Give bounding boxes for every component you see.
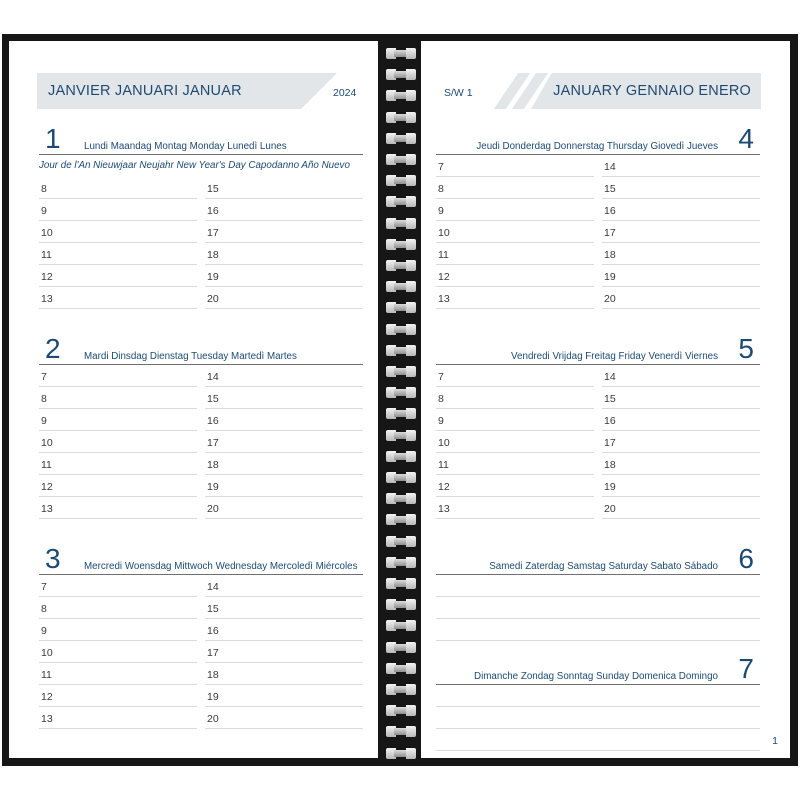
hour-label: 10 [41, 227, 53, 239]
hour-slot[interactable] [205, 663, 363, 685]
hour-slot[interactable] [602, 221, 760, 243]
hour-label: 15 [207, 393, 219, 405]
day-number: 7 [738, 653, 754, 684]
spiral-ring [386, 684, 416, 695]
spiral-ring [386, 196, 416, 207]
spiral-ring [386, 578, 416, 589]
hour-label: 16 [604, 205, 616, 217]
hour-slot[interactable] [205, 575, 363, 597]
spiral-ring [386, 324, 416, 335]
hour-label: 15 [604, 183, 616, 195]
hour-slot[interactable] [39, 221, 197, 243]
hour-label: 15 [604, 393, 616, 405]
hour-label: 18 [207, 249, 219, 261]
hour-slot[interactable] [39, 641, 197, 663]
hour-slot[interactable] [602, 287, 760, 309]
hour-slot[interactable] [205, 597, 363, 619]
hour-label: 15 [207, 183, 219, 195]
hour-label: 20 [604, 293, 616, 305]
spiral-ring [386, 705, 416, 716]
hour-label: 13 [41, 713, 53, 725]
hour-label: 13 [438, 293, 450, 305]
hour-slot[interactable] [39, 619, 197, 641]
hour-slot[interactable] [205, 453, 363, 475]
hour-slot[interactable] [39, 707, 197, 729]
spiral-ring [386, 260, 416, 271]
hour-slot[interactable] [602, 177, 760, 199]
hour-label: 7 [438, 371, 444, 383]
hour-slot[interactable] [39, 387, 197, 409]
day-number: 6 [738, 543, 754, 574]
hour-label: 10 [438, 227, 450, 239]
hour-slot[interactable] [39, 265, 197, 287]
hour-label: 10 [438, 437, 450, 449]
hour-slot[interactable] [602, 453, 760, 475]
hour-slot[interactable] [436, 265, 594, 287]
hour-column-afternoon [205, 177, 363, 309]
spiral-ring [386, 239, 416, 250]
spiral-ring [386, 154, 416, 165]
day-names: Vendredi Vrijdag Freitag Friday Venerdì Viernes [511, 351, 718, 362]
spiral-ring [386, 90, 416, 101]
hour-slot[interactable] [436, 287, 594, 309]
hour-slot[interactable] [602, 497, 760, 519]
hour-label: 9 [41, 415, 47, 427]
hour-slot[interactable] [39, 243, 197, 265]
hour-slot[interactable] [436, 431, 594, 453]
hour-slot[interactable] [436, 243, 594, 265]
spiral-ring [386, 345, 416, 356]
hour-slot[interactable] [39, 663, 197, 685]
hour-slot[interactable] [39, 475, 197, 497]
hour-slot[interactable] [205, 243, 363, 265]
hour-label: 10 [41, 437, 53, 449]
day-names: Lundi Maandag Montag Monday Lunedì Lunes [84, 141, 287, 152]
hour-label: 11 [41, 249, 52, 261]
hour-label: 14 [604, 161, 616, 173]
spiral-ring [386, 281, 416, 292]
hour-label: 17 [604, 227, 616, 239]
hour-column-afternoon [205, 575, 363, 729]
hour-label: 11 [438, 459, 449, 471]
spiral-ring [386, 69, 416, 80]
hour-slot[interactable] [436, 221, 594, 243]
day-number: 4 [738, 123, 754, 154]
hour-label: 19 [604, 271, 616, 283]
hour-label: 14 [604, 371, 616, 383]
spiral-ring [386, 218, 416, 229]
hour-label: 7 [438, 161, 444, 173]
spiral-ring [386, 112, 416, 123]
hour-slot[interactable] [39, 177, 197, 199]
hour-label: 7 [41, 371, 47, 383]
spiral-ring [386, 302, 416, 313]
hour-slot[interactable] [205, 431, 363, 453]
hour-slot[interactable] [602, 409, 760, 431]
hour-slot[interactable] [436, 177, 594, 199]
hour-label: 12 [41, 691, 53, 703]
month-title: JANUARY GENNAIO ENERO [553, 83, 751, 99]
hour-label: 16 [604, 415, 616, 427]
hour-label: 11 [438, 249, 449, 261]
hour-slot[interactable] [602, 243, 760, 265]
hour-slot[interactable] [39, 199, 197, 221]
hour-slot[interactable] [602, 155, 760, 177]
hour-slot[interactable] [205, 221, 363, 243]
hour-label: 19 [207, 271, 219, 283]
spiral-ring [386, 175, 416, 186]
page-number: 1 [772, 735, 778, 747]
day-names: Mercredi Woensdag Mittwoch Wednesday Mercoledì Miércoles [84, 561, 358, 572]
hour-label: 14 [207, 371, 219, 383]
hour-slot[interactable] [602, 365, 760, 387]
spiral-ring [386, 599, 416, 610]
day-number: 3 [45, 543, 61, 574]
hour-label: 18 [604, 249, 616, 261]
hour-label: 9 [438, 205, 444, 217]
hour-label: 19 [207, 481, 219, 493]
hour-label: 7 [41, 581, 47, 593]
hour-column-morning [39, 177, 197, 309]
day-names: Dimanche Zondag Sonntag Sunday Domenica Domingo [474, 671, 718, 682]
hour-slot[interactable] [205, 365, 363, 387]
day-rule [39, 154, 363, 155]
hour-slot[interactable] [205, 387, 363, 409]
hour-label: 8 [41, 393, 47, 405]
hour-label: 14 [207, 581, 219, 593]
spiral-ring [386, 726, 416, 737]
hour-slot[interactable] [602, 431, 760, 453]
spiral-ring [386, 366, 416, 377]
spiral-ring [386, 387, 416, 398]
hour-label: 20 [604, 503, 616, 515]
hour-slot[interactable] [436, 387, 594, 409]
spiral-ring [386, 408, 416, 419]
day-number: 5 [738, 333, 754, 364]
spiral-ring [386, 48, 416, 59]
hour-label: 12 [41, 481, 53, 493]
hour-slot[interactable] [602, 265, 760, 287]
hour-label: 20 [207, 293, 219, 305]
hour-slot[interactable] [205, 707, 363, 729]
hour-label: 18 [207, 669, 219, 681]
hour-label: 9 [438, 415, 444, 427]
hour-column-morning [39, 575, 197, 729]
hour-label: 15 [207, 603, 219, 615]
hour-label: 17 [604, 437, 616, 449]
hour-slot[interactable] [39, 597, 197, 619]
day-names: Mardi Dinsdag Dienstag Tuesday Martedì Martes [84, 351, 297, 362]
hour-slot[interactable] [436, 365, 594, 387]
hour-slot[interactable] [39, 409, 197, 431]
hour-label: 8 [438, 393, 444, 405]
note-lines [436, 685, 760, 751]
hour-slot[interactable] [436, 199, 594, 221]
hour-column-afternoon [602, 365, 760, 519]
hour-slot[interactable] [205, 497, 363, 519]
hour-label: 13 [438, 503, 450, 515]
hour-column-afternoon [602, 155, 760, 309]
spiral-ring [386, 430, 416, 441]
spiral-ring [386, 493, 416, 504]
left-page [9, 41, 378, 758]
hour-slot[interactable] [436, 475, 594, 497]
month-title: JANVIER JANUARI JANUAR [48, 83, 242, 99]
hour-label: 16 [207, 415, 219, 427]
spiral-ring [386, 133, 416, 144]
hour-slot[interactable] [602, 199, 760, 221]
hour-column-afternoon [205, 365, 363, 519]
spiral-ring [386, 451, 416, 462]
hour-slot[interactable] [39, 453, 197, 475]
spiral-ring [386, 663, 416, 674]
hour-slot[interactable] [205, 475, 363, 497]
spiral-ring [386, 620, 416, 631]
hour-slot[interactable] [436, 453, 594, 475]
hour-slot[interactable] [436, 497, 594, 519]
hour-slot[interactable] [205, 619, 363, 641]
spiral-ring [386, 472, 416, 483]
hour-label: 8 [41, 603, 47, 615]
hour-slot[interactable] [39, 431, 197, 453]
hour-label: 16 [207, 625, 219, 637]
hour-label: 8 [438, 183, 444, 195]
hour-label: 17 [207, 437, 219, 449]
hour-label: 12 [438, 481, 450, 493]
hour-slot[interactable] [205, 177, 363, 199]
hour-label: 10 [41, 647, 53, 659]
hour-label: 20 [207, 713, 219, 725]
hour-label: 11 [41, 669, 52, 681]
hour-slot[interactable] [39, 287, 197, 309]
hour-slot[interactable] [205, 265, 363, 287]
hour-label: 16 [207, 205, 219, 217]
hour-slot[interactable] [39, 497, 197, 519]
hour-label: 18 [604, 459, 616, 471]
hour-column-morning [436, 365, 594, 519]
spiral-ring [386, 536, 416, 547]
hour-column-morning [39, 365, 197, 519]
right-page [421, 41, 790, 758]
spiral-ring [386, 748, 416, 759]
hour-label: 11 [41, 459, 52, 471]
hour-label: 12 [438, 271, 450, 283]
hour-label: 9 [41, 625, 47, 637]
hour-label: 17 [207, 647, 219, 659]
day-names: Samedi Zaterdag Samstag Saturday Sabato Sábado [489, 561, 718, 572]
hour-slot[interactable] [205, 409, 363, 431]
hour-slot[interactable] [205, 199, 363, 221]
hour-label: 18 [207, 459, 219, 471]
holiday-label: Jour de l'An Nieuwjaar Neujahr New Year's Day Capodanno Año Nuevo [39, 160, 350, 171]
day-number: 1 [45, 123, 61, 154]
note-lines [436, 575, 760, 641]
hour-slot[interactable] [436, 155, 594, 177]
hour-label: 19 [207, 691, 219, 703]
hour-label: 13 [41, 503, 53, 515]
year-label: 2024 [333, 87, 357, 99]
hour-label: 17 [207, 227, 219, 239]
day-names: Jeudi Donderdag Donnerstag Thursday Giovedì Jueves [476, 141, 718, 152]
hour-slot[interactable] [205, 287, 363, 309]
spiral-ring [386, 514, 416, 525]
hour-label: 19 [604, 481, 616, 493]
hour-label: 9 [41, 205, 47, 217]
hour-slot[interactable] [436, 409, 594, 431]
hour-slot[interactable] [602, 387, 760, 409]
hour-slot[interactable] [39, 575, 197, 597]
hour-label: 13 [41, 293, 53, 305]
hour-label: 12 [41, 271, 53, 283]
hour-label: 8 [41, 183, 47, 195]
hour-slot[interactable] [205, 641, 363, 663]
hour-slot[interactable] [602, 475, 760, 497]
hour-column-morning [436, 155, 594, 309]
spiral-ring [386, 557, 416, 568]
hour-slot[interactable] [205, 685, 363, 707]
hour-slot[interactable] [39, 365, 197, 387]
day-number: 2 [45, 333, 61, 364]
week-label: S/W 1 [444, 87, 473, 99]
hour-slot[interactable] [39, 685, 197, 707]
spiral-ring [386, 642, 416, 653]
hour-label: 20 [207, 503, 219, 515]
